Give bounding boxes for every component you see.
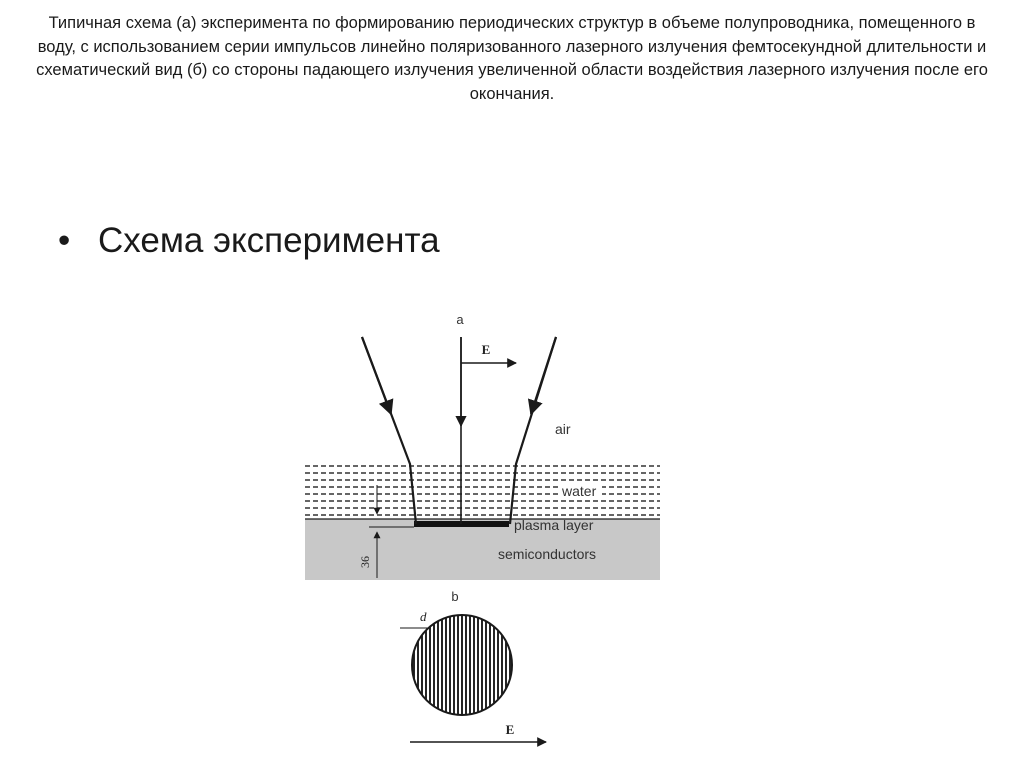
depth-label: 36 xyxy=(358,556,372,568)
field-label-top: E xyxy=(481,342,491,357)
slide-caption: Типичная схема (а) эксперимента по формированию периодических структур в объеме полупроводника, помещенного в воду, с использованием серии импульсов линейно поляризованного лазерного излучения фемтосекундной длительности и схематический вид (б) со стороны падающего излучения увеличенной области воздействия лазерного излучения после его окончания. xyxy=(36,14,988,103)
air-label: air xyxy=(555,421,571,437)
semiconductor-block xyxy=(305,519,660,580)
semiconductor-label: semiconductors xyxy=(498,546,597,562)
experiment-diagram xyxy=(290,300,680,760)
panel-a-label: a xyxy=(456,312,464,327)
water-label: water xyxy=(562,483,597,499)
plasma-layer-label: plasma layer xyxy=(514,517,594,533)
panel-b-label: b xyxy=(451,589,459,604)
left-beam-arrow xyxy=(362,337,391,414)
bullet-text: Схема эксперимента xyxy=(98,221,440,260)
bullet-dot: • xyxy=(58,221,71,260)
field-label-bottom: E xyxy=(505,722,515,737)
bullet-item xyxy=(58,218,440,264)
period-label: d xyxy=(420,609,427,624)
water-layer xyxy=(305,464,660,519)
right-beam-arrow xyxy=(531,337,556,414)
